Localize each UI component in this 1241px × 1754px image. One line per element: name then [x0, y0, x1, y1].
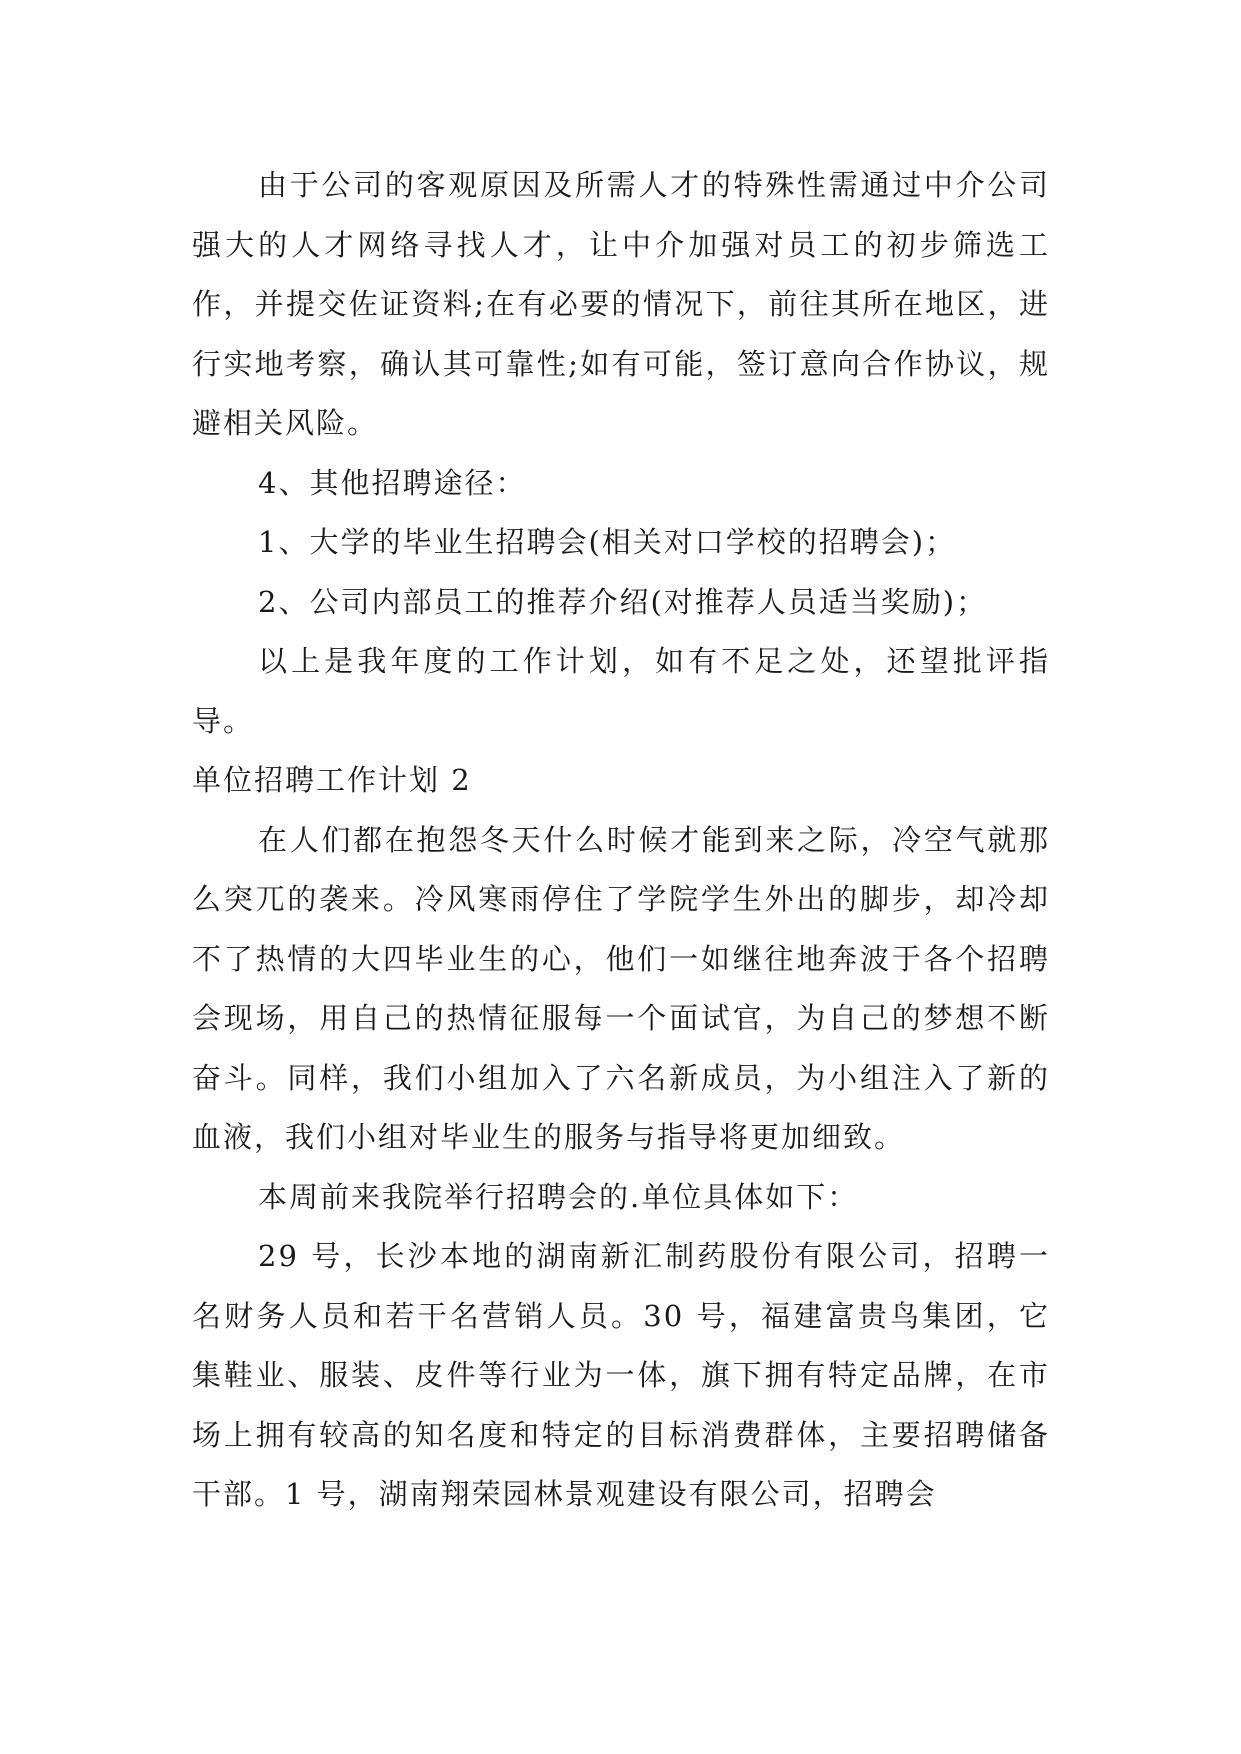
paragraph-agency-recruitment: 由于公司的客观原因及所需人才的特殊性需通过中介公司强大的人才网络寻找人才，让中介加强对员工的初步筛选工作，并提交佐证资料;在有必要的情况下，前往其所在地区，进行实地考察，确认其可靠性;如有可能，签订意向合作协议，规避相关风险。 — [192, 168, 1050, 440]
section-heading: 单位招聘工作计划 2 — [192, 763, 472, 797]
paragraph-week-units-intro: 本周前来我院举行招聘会的.单位具体如下： — [258, 1179, 859, 1214]
paragraph-employee-referral: 2、公司内部员工的推荐介绍(对推荐人员适当奖励)； — [258, 584, 988, 619]
paragraph-conclusion: 以上是我年度的工作计划，如有不足之处，还望批评指导。 — [192, 644, 1050, 738]
paragraph-intro-winter: 在人们都在抱怨冬天什么时候才能到来之际，冷空气就那么突兀的袭来。冷风寒雨停住了学院学生外出的脚步，却冷却不了热情的大四毕业生的心，他们一如继往地奔波于各个招聘会现场，用自己的热情征服每一个面试官，为自己的梦想不断奋斗。同样，我们小组加入了六名新成员，为小组注入了新的血液，我们小组对毕业生的服务与指导将更加细致。 — [192, 822, 1050, 1154]
paragraph-week-units-detail: 29 号，长沙本地的湖南新汇制药股份有限公司，招聘一名财务人员和若干名营销人员。30 号，福建富贵鸟集团，它集鞋业、服装、皮件等行业为一体，旗下拥有特定品牌，在市场上拥有较高的知名度和特定的目标消费群体，主要招聘储备干部。1 号，湖南翔荣园林景观建设有限公司，招聘会 — [192, 1239, 1050, 1511]
paragraph-other-channels-title: 4、其他招聘途径： — [258, 465, 527, 500]
document-body — [192, 156, 1050, 1525]
paragraph-university-job-fair: 1、大学的毕业生招聘会(相关对口学校的招聘会)； — [258, 525, 957, 559]
